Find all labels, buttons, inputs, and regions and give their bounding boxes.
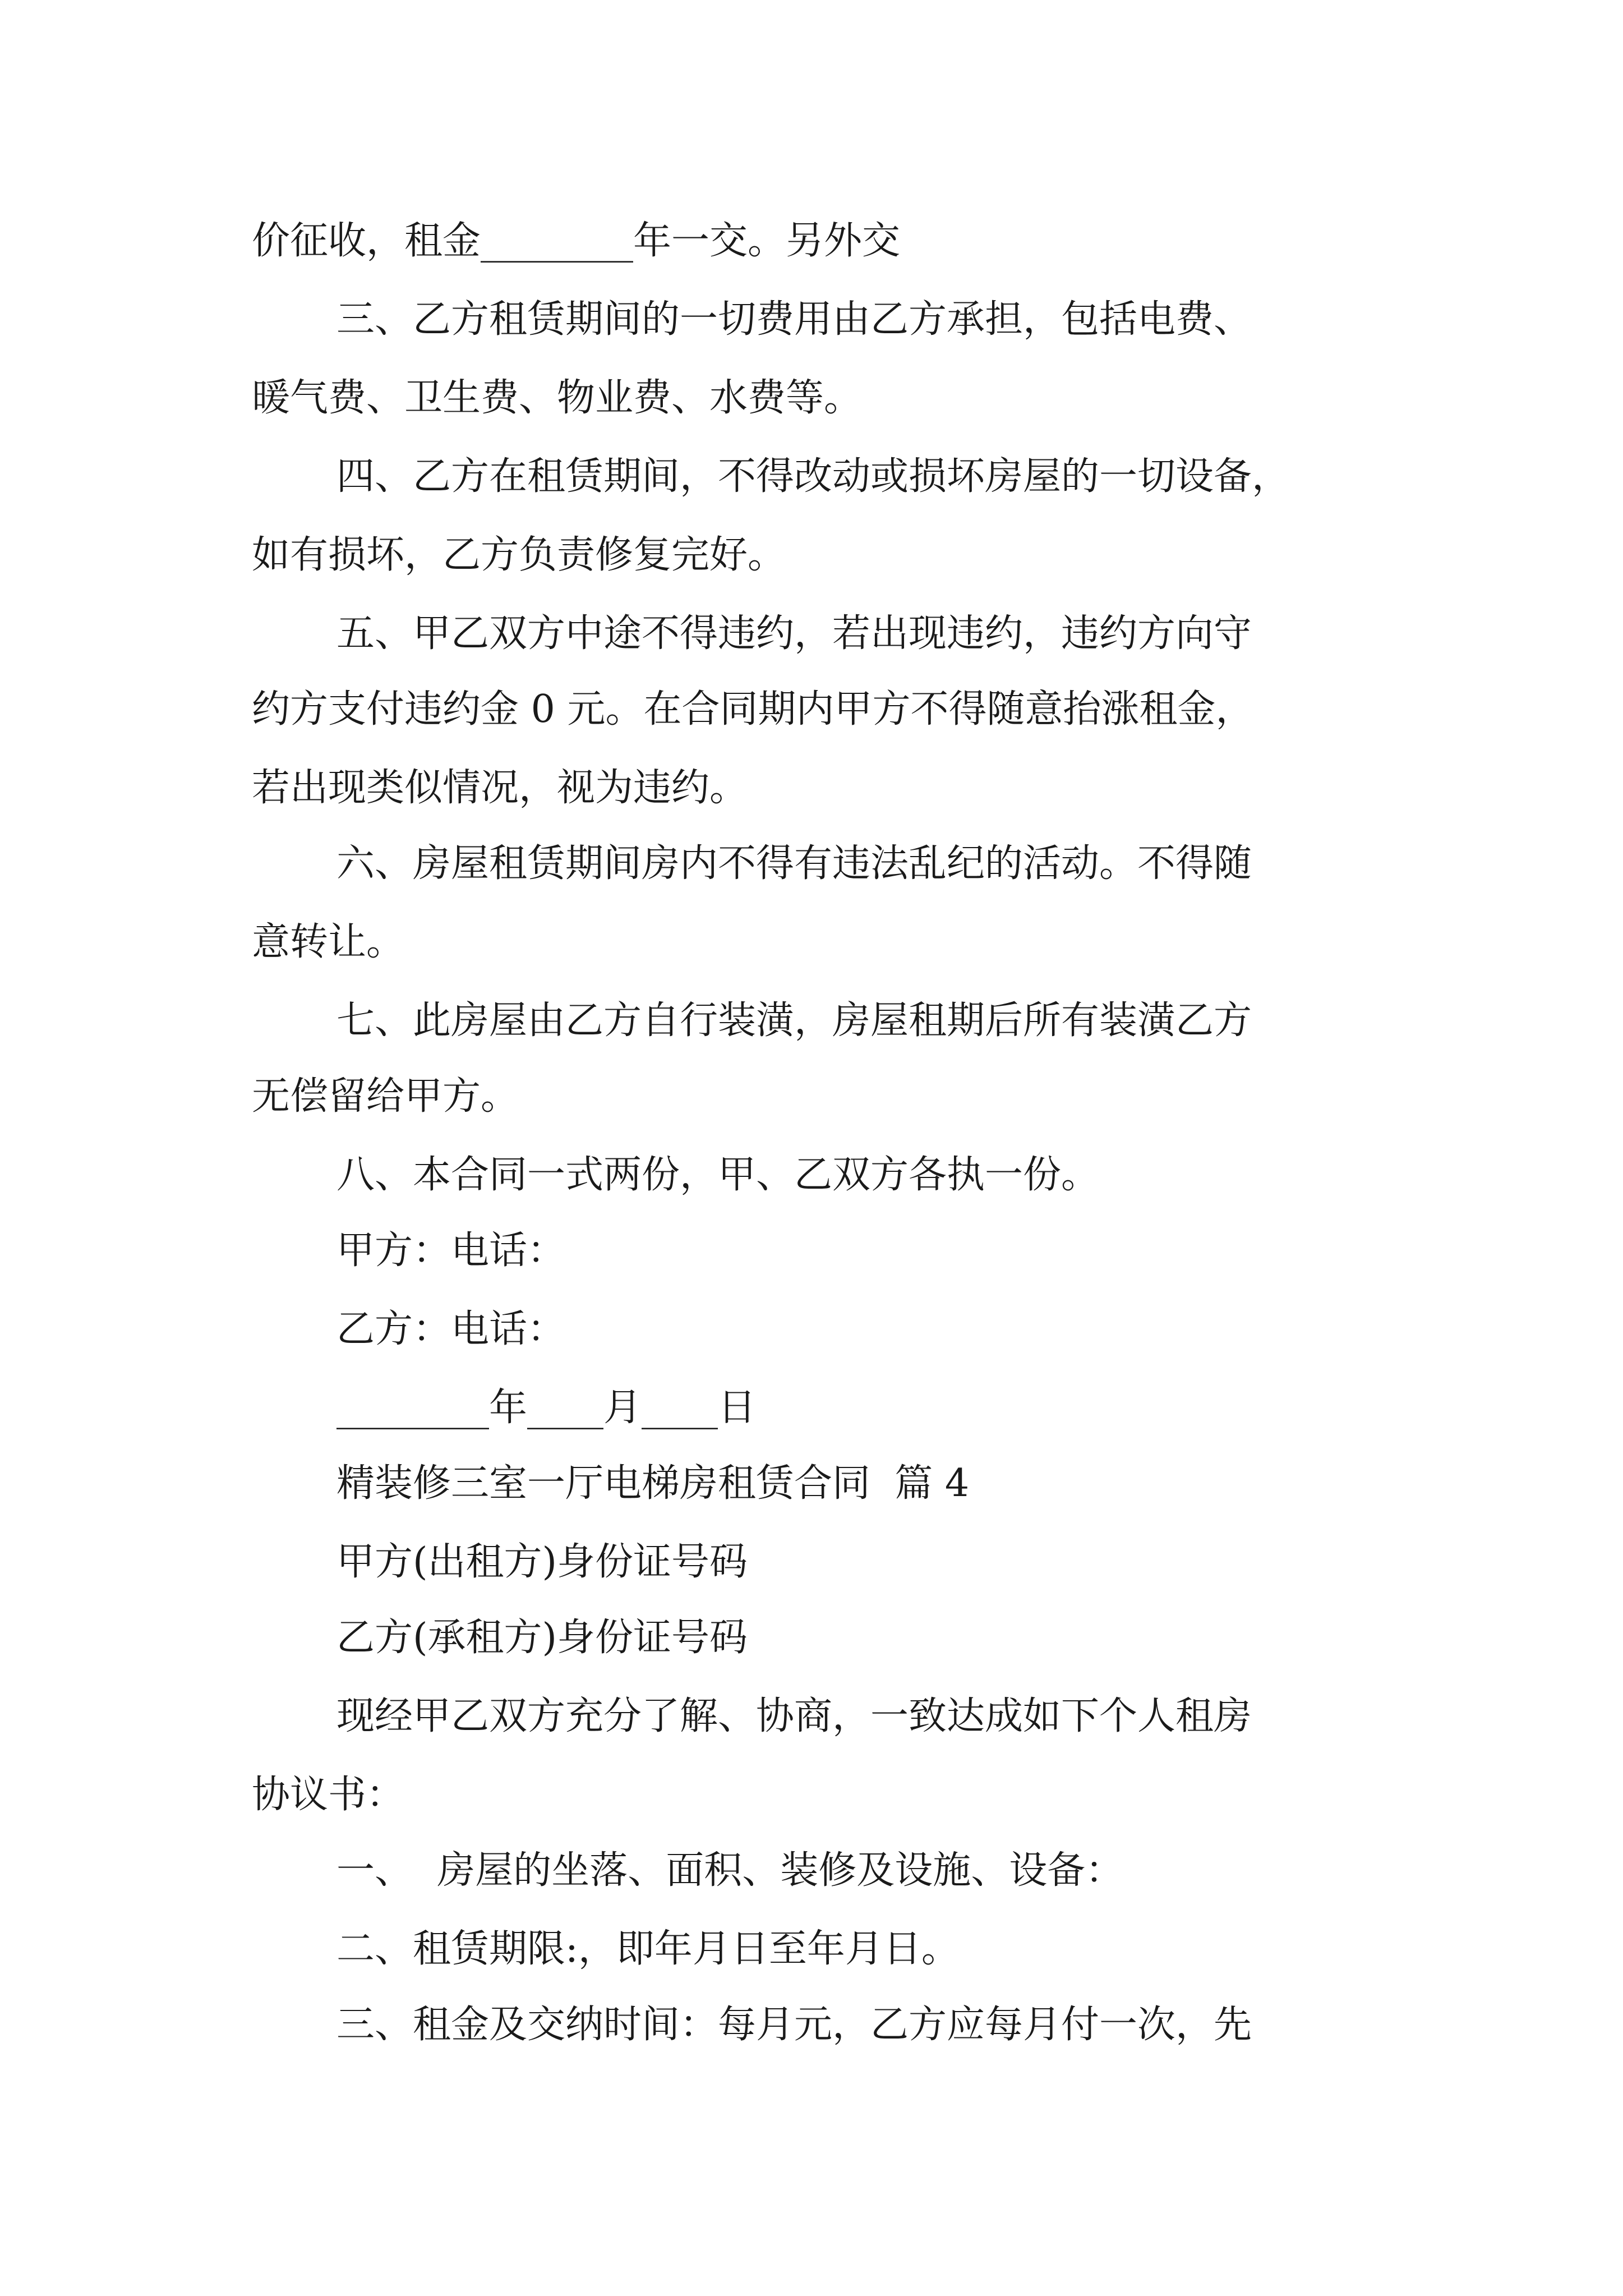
date-line: ________年____月____日 (336, 1386, 757, 1430)
clause-3-expenses-cont: 暖气费、卫生费、物业费、水费等。 (252, 376, 863, 420)
item-2-lease-term: 二、租赁期限:，即年月日至年月日。 (336, 1927, 960, 1971)
clause-7-decoration: 七、此房屋由乙方自行装潢，房屋租期后所有装潢乙方 (336, 999, 1252, 1043)
text-line-rent-collection: 价征收，租金________年一交。另外交 (252, 219, 901, 263)
item-1-premises: 一、 房屋的坐落、面积、装修及设施、设备： (336, 1848, 1124, 1893)
clause-5-breach-cont-1: 约方支付违约金 0 元。在合同期内甲方不得随意抬涨租金， (252, 687, 1254, 731)
clause-4-equipment-cont: 如有损坏，乙方负责修复完好。 (252, 533, 786, 577)
clause-3-expenses: 三、乙方租赁期间的一切费用由乙方承担，包括电费、 (336, 297, 1252, 342)
party-a-id-line: 甲方(出租方)身份证号码 (336, 1540, 748, 1584)
party-b-id-line: 乙方(承租方)身份证号码 (336, 1616, 748, 1660)
clause-6-prohibited-cont: 意转让。 (252, 920, 405, 964)
party-b-phone-line: 乙方：电话： (336, 1307, 566, 1351)
agreement-intro: 现经甲乙双方充分了解、协商，一致达成如下个人租房 (336, 1694, 1252, 1738)
section-title-contract-4: 精装修三室一厅电梯房租赁合同 篇 4 (336, 1461, 970, 1506)
item-3-rent-payment: 三、租金及交纳时间：每月元，乙方应每月付一次，先 (336, 2003, 1252, 2047)
clause-6-prohibited: 六、房屋租赁期间房内不得有违法乱纪的活动。不得随 (336, 841, 1252, 886)
party-a-phone-line: 甲方：电话： (336, 1228, 566, 1273)
clause-4-equipment: 四、乙方在租赁期间，不得改动或损坏房屋的一切设备， (336, 454, 1290, 499)
clause-7-decoration-cont: 无偿留给甲方。 (252, 1074, 519, 1119)
agreement-intro-cont: 协议书： (252, 1773, 405, 1817)
clause-8-copies: 八、本合同一式两份，甲、乙双方各执一份。 (336, 1153, 1100, 1197)
clause-5-breach: 五、甲乙双方中途不得违约，若出现违约，违约方向守 (336, 611, 1252, 656)
clause-5-breach-cont-2: 若出现类似情况，视为违约。 (252, 766, 748, 810)
